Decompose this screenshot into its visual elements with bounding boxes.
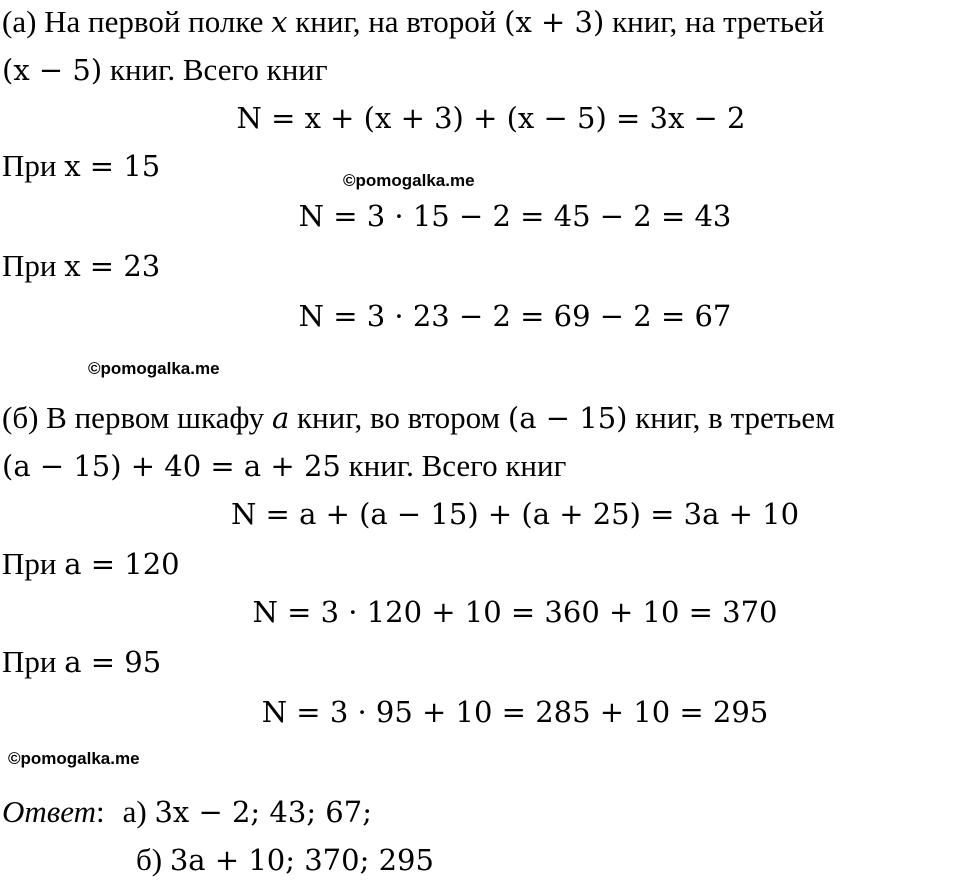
answer-a-prefix: а) bbox=[122, 794, 155, 829]
part-a-intro-text: (а) На первой полке bbox=[2, 4, 272, 39]
part-b-formula-text: N = a + (a − 15) + (a + 25) = 3a + 10 bbox=[230, 497, 800, 531]
calc-text: N = 3 · 23 − 2 = 69 − 2 = 67 bbox=[298, 299, 732, 333]
answer-line-a bbox=[2, 792, 372, 832]
answer-a-value: 3x − 2; 43; 67; bbox=[154, 795, 372, 829]
case-condition: a = 120 bbox=[64, 547, 180, 581]
part-a-intro-text-3: книг, на третьей bbox=[604, 4, 825, 39]
part-a-case-2 bbox=[2, 246, 160, 286]
part-a-intro-line-2 bbox=[2, 50, 328, 90]
part-b-calc-2 bbox=[0, 692, 960, 732]
case-condition: x = 23 bbox=[64, 249, 161, 283]
case-label: При bbox=[2, 644, 65, 679]
part-b-formula bbox=[0, 494, 960, 534]
calc-text: N = 3 · 95 + 10 = 285 + 10 = 295 bbox=[261, 695, 769, 729]
case-label: При bbox=[2, 248, 65, 283]
watermark: ©pomogalka.me bbox=[343, 171, 475, 190]
part-b-case-1 bbox=[2, 544, 180, 584]
calc-text: N = 3 · 120 + 10 = 360 + 10 = 370 bbox=[252, 595, 778, 629]
part-b-intro-text-4: книг. Всего книг bbox=[340, 448, 567, 483]
answer-b-value: 3a + 10; 370; 295 bbox=[169, 843, 434, 877]
part-b-intro-text-3: книг, в третьем bbox=[627, 400, 835, 435]
part-b-intro-text-2: книг, во втором bbox=[289, 400, 508, 435]
part-a-calc-1 bbox=[0, 196, 960, 236]
part-b-case-2 bbox=[2, 642, 161, 682]
answer-label: Ответ bbox=[2, 794, 96, 829]
watermark: ©pomogalka.me bbox=[8, 749, 140, 768]
part-b-intro-line-1 bbox=[2, 398, 835, 438]
part-a-formula-text: N = x + (x + 3) + (x − 5) = 3x − 2 bbox=[236, 101, 746, 135]
part-a-third-shelf-expr: (x − 5) bbox=[2, 53, 103, 87]
part-a-case-1 bbox=[2, 146, 160, 186]
part-a-variable: x bbox=[271, 5, 288, 39]
part-b-intro-text: (б) В первом шкафу bbox=[2, 400, 272, 435]
part-b-intro-line-2 bbox=[2, 446, 566, 486]
case-label: При bbox=[2, 546, 65, 581]
part-a-formula bbox=[0, 98, 960, 138]
case-condition: a = 95 bbox=[64, 645, 162, 679]
case-condition: x = 15 bbox=[64, 149, 161, 183]
part-b-second-cabinet-expr: (a − 15) bbox=[507, 401, 628, 435]
part-a-intro-text-4: книг. Всего книг bbox=[102, 52, 328, 87]
answer-b-prefix: б) bbox=[136, 842, 170, 877]
calc-text: N = 3 · 15 − 2 = 45 − 2 = 43 bbox=[298, 199, 732, 233]
part-b-calc-1 bbox=[0, 592, 960, 632]
part-b-variable: a bbox=[271, 401, 290, 435]
part-a-second-shelf-expr: (x + 3) bbox=[504, 5, 605, 39]
case-label: При bbox=[2, 148, 65, 183]
part-a-intro-text-2: книг, на второй bbox=[287, 4, 505, 39]
part-b-third-cabinet-expr: (a − 15) + 40 = a + 25 bbox=[2, 449, 341, 483]
part-a-intro-line-1 bbox=[2, 2, 824, 42]
watermark: ©pomogalka.me bbox=[88, 359, 220, 378]
part-a-calc-2 bbox=[0, 296, 960, 336]
answer-line-b bbox=[136, 840, 434, 880]
answer-colon: : bbox=[95, 794, 105, 829]
